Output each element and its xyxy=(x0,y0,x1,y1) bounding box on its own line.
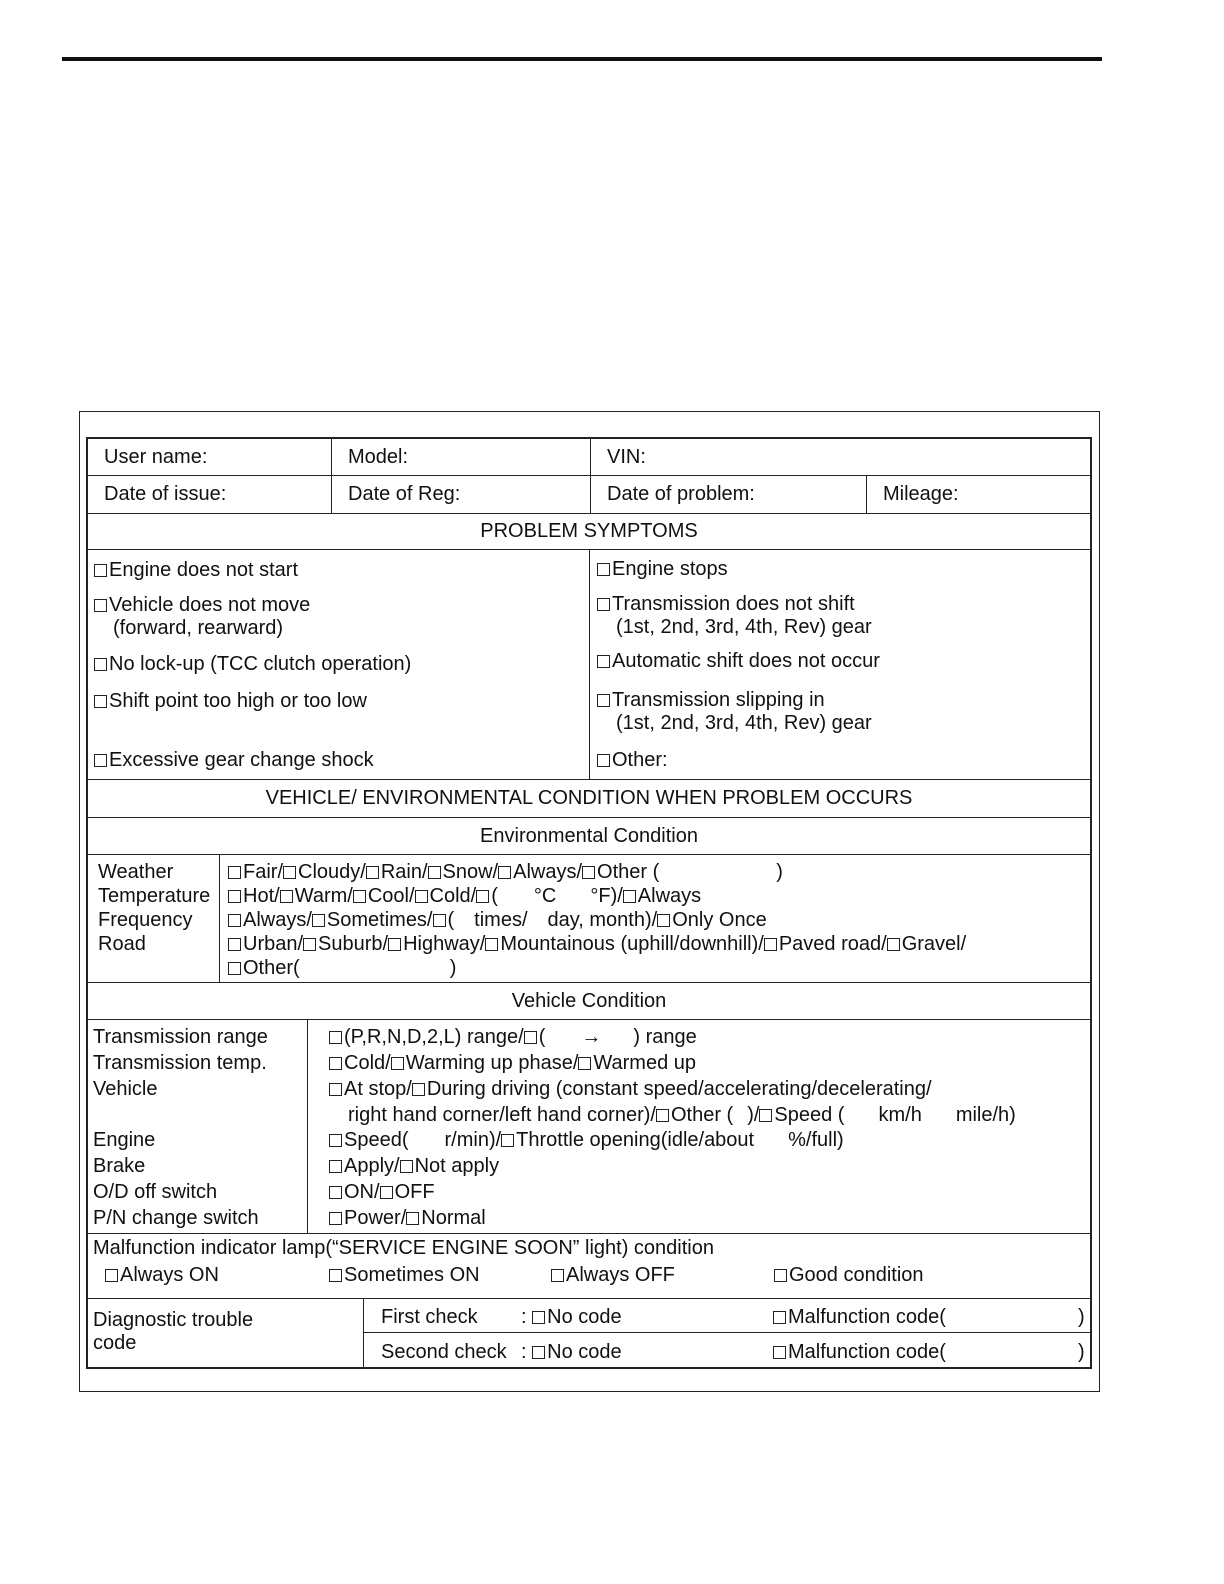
checkbox[interactable] xyxy=(551,1269,564,1282)
environmental-condition-title: Environmental Condition xyxy=(480,824,698,847)
checkbox[interactable] xyxy=(501,1134,514,1147)
checkbox[interactable] xyxy=(532,1346,545,1359)
mil-sometimes-on[interactable]: Sometimes ON xyxy=(329,1263,480,1287)
checkbox[interactable] xyxy=(388,938,401,951)
environmental-condition-header xyxy=(88,818,1090,855)
second-check-no-code[interactable]: : No code xyxy=(521,1341,622,1363)
checkbox[interactable] xyxy=(582,866,595,879)
checkbox[interactable] xyxy=(597,694,610,707)
questionnaire-form xyxy=(86,437,1092,1369)
vehicle-env-header xyxy=(88,780,1090,818)
checkbox[interactable] xyxy=(94,599,107,612)
symptom-trans-slipping[interactable]: Transmission slipping in xyxy=(597,688,825,712)
trans-range-label: Transmission range xyxy=(93,1026,268,1048)
checkbox[interactable] xyxy=(428,866,441,879)
symptom-auto-shift[interactable]: Automatic shift does not occur xyxy=(597,649,880,673)
checkbox[interactable] xyxy=(280,890,293,903)
checkbox[interactable] xyxy=(329,1031,342,1044)
pn-options[interactable]: Power/ Normal xyxy=(329,1206,486,1230)
date-of-problem-field[interactable] xyxy=(590,476,866,513)
second-check-label: Second check xyxy=(381,1341,507,1363)
mileage-field[interactable] xyxy=(866,476,1090,513)
mil-always-off[interactable]: Always OFF xyxy=(551,1263,675,1287)
checkbox[interactable] xyxy=(657,914,670,927)
header-rule xyxy=(62,57,1102,61)
date-of-problem-label: Date of problem: xyxy=(607,483,755,505)
checkbox[interactable] xyxy=(228,914,241,927)
checkbox[interactable] xyxy=(94,564,107,577)
checkbox[interactable] xyxy=(764,938,777,951)
temperature-label: Temperature xyxy=(98,885,211,907)
header-row-2 xyxy=(88,476,1090,514)
brake-label: Brake xyxy=(93,1155,146,1177)
first-check-label: First check xyxy=(381,1306,478,1328)
od-off-label: O/D off switch xyxy=(93,1181,218,1203)
od-options[interactable]: ON/ OFF xyxy=(329,1180,435,1204)
dtc-label-2: code xyxy=(93,1332,137,1354)
checkbox[interactable] xyxy=(105,1269,118,1282)
checkbox[interactable] xyxy=(94,754,107,767)
second-check-close: ) xyxy=(1078,1341,1085,1363)
vin-field[interactable] xyxy=(590,439,1090,475)
checkbox[interactable] xyxy=(366,866,379,879)
pn-switch-label: P/N change switch xyxy=(93,1207,259,1229)
symptom-trans-not-shift-detail: (1st, 2nd, 3rd, 4th, Rev) gear xyxy=(616,616,872,638)
checkbox[interactable] xyxy=(597,598,610,611)
checkbox[interactable] xyxy=(433,914,446,927)
mil-always-on[interactable]: Always ON xyxy=(105,1263,219,1287)
checkbox[interactable] xyxy=(228,962,241,975)
checkbox[interactable] xyxy=(228,866,241,879)
vehicle-options-1[interactable]: At stop/ During driving (constant speed/accelerating/decelerating/ xyxy=(329,1077,932,1101)
checkbox[interactable] xyxy=(391,1057,404,1070)
trans-temp-options[interactable]: Cold/ Warming up phase/ Warmed up xyxy=(329,1051,696,1075)
checkbox[interactable] xyxy=(283,866,296,879)
checkbox[interactable] xyxy=(415,890,428,903)
symptom-other[interactable]: Other: xyxy=(597,748,668,772)
weather-options[interactable]: Fair/ Cloudy/ Rain/ Snow/ Always/ Other ( ) xyxy=(228,860,783,884)
checkbox[interactable] xyxy=(329,1134,342,1147)
checkbox[interactable] xyxy=(773,1311,786,1324)
symptom-engine-not-start[interactable]: Engine does not start xyxy=(94,558,298,582)
symptom-trans-slipping-detail: (1st, 2nd, 3rd, 4th, Rev) gear xyxy=(616,712,872,734)
frequency-label: Frequency xyxy=(98,909,193,931)
checkbox[interactable] xyxy=(759,1109,772,1122)
vehicle-condition-title: Vehicle Condition xyxy=(511,989,667,1012)
date-of-reg-field[interactable] xyxy=(331,476,590,513)
vin-label: VIN: xyxy=(607,445,646,468)
checkbox[interactable] xyxy=(329,1083,342,1096)
date-of-reg-label: Date of Reg: xyxy=(348,483,461,505)
symptom-engine-stops[interactable]: Engine stops xyxy=(597,557,728,581)
environmental-section xyxy=(88,855,1090,983)
checkbox[interactable] xyxy=(329,1186,342,1199)
dtc-section xyxy=(88,1299,1090,1367)
temperature-options[interactable]: Hot/ Warm/ Cool/ Cold/ ( °C °F)/ Always xyxy=(228,884,701,908)
problem-symptoms-header xyxy=(88,514,1090,550)
checkbox[interactable] xyxy=(329,1057,342,1070)
checkbox[interactable] xyxy=(303,938,316,951)
trans-temp-label: Transmission temp. xyxy=(93,1052,267,1074)
dtc-label: Diagnostic trouble xyxy=(93,1309,254,1331)
checkbox[interactable] xyxy=(498,866,511,879)
mileage-label: Mileage: xyxy=(883,483,959,505)
symptom-shift-point[interactable]: Shift point too high or too low xyxy=(94,689,367,713)
first-check-no-code[interactable]: : No code xyxy=(521,1306,622,1328)
checkbox[interactable] xyxy=(485,938,498,951)
checkbox[interactable] xyxy=(353,890,366,903)
checkbox[interactable] xyxy=(656,1109,669,1122)
vehicle-env-title: VEHICLE/ ENVIRONMENTAL CONDITION WHEN PROBLEM OCCURS xyxy=(265,787,913,809)
checkbox[interactable] xyxy=(329,1212,342,1225)
checkbox[interactable] xyxy=(623,890,636,903)
model-field[interactable] xyxy=(331,439,590,475)
road-options[interactable]: Urban/ Suburb/ Highway/ Mountainous (uphill/downhill)/ Paved road/ Gravel/ xyxy=(228,932,966,956)
vehicle-options-2[interactable]: right hand corner/left hand corner)/ Other ( )/ Speed ( km/h mile/h) xyxy=(348,1104,1016,1126)
checkbox[interactable] xyxy=(400,1160,413,1173)
engine-label: Engine xyxy=(93,1129,156,1151)
header-row-1 xyxy=(88,439,1090,476)
mil-good-condition[interactable]: Good condition xyxy=(774,1263,924,1287)
model-label: Model: xyxy=(348,445,409,468)
checkbox[interactable] xyxy=(597,754,610,767)
checkbox[interactable] xyxy=(532,1311,545,1324)
trans-range-options[interactable]: (P,R,N,D,2,L) range/ ( → ) range xyxy=(329,1025,697,1049)
checkbox[interactable] xyxy=(597,563,610,576)
checkbox[interactable] xyxy=(228,890,241,903)
checkbox[interactable] xyxy=(476,890,489,903)
arrow-icon: → xyxy=(581,1026,602,1048)
checkbox[interactable] xyxy=(329,1269,342,1282)
first-check-malfunction[interactable]: Malfunction code( xyxy=(773,1305,946,1329)
symptoms-section xyxy=(88,550,1090,780)
weather-label: Weather xyxy=(98,861,174,883)
symptom-no-lockup[interactable]: No lock-up (TCC clutch operation) xyxy=(94,652,411,676)
checkbox[interactable] xyxy=(94,695,107,708)
vehicle-section xyxy=(88,1020,1090,1234)
symptom-trans-not-shift[interactable]: Transmission does not shift xyxy=(597,592,855,616)
road-label: Road xyxy=(98,933,146,955)
checkbox[interactable] xyxy=(578,1057,591,1070)
symptom-vehicle-not-move-detail: (forward, rearward) xyxy=(113,617,284,639)
frequency-options[interactable]: Always/ Sometimes/ ( times/ day, month)/ Only Once xyxy=(228,908,767,932)
checkbox[interactable] xyxy=(406,1212,419,1225)
checkbox[interactable] xyxy=(94,658,107,671)
user-name-label: User name: xyxy=(104,445,208,468)
user-name-field[interactable] xyxy=(88,439,331,475)
vehicle-condition-header xyxy=(88,983,1090,1020)
road-other[interactable]: Other( ) xyxy=(228,956,456,980)
date-of-issue-field[interactable] xyxy=(88,476,331,513)
brake-options[interactable]: Apply/ Not apply xyxy=(329,1154,499,1178)
checkbox[interactable] xyxy=(774,1269,787,1282)
checkbox[interactable] xyxy=(524,1031,537,1044)
vehicle-label: Vehicle xyxy=(93,1078,158,1100)
symptom-vehicle-not-move[interactable]: Vehicle does not move xyxy=(94,593,310,617)
checkbox[interactable] xyxy=(312,914,325,927)
checkbox[interactable] xyxy=(329,1160,342,1173)
engine-options[interactable]: Speed( r/min)/ Throttle opening(idle/about %/full) xyxy=(329,1128,844,1152)
checkbox[interactable] xyxy=(380,1186,393,1199)
checkbox[interactable] xyxy=(597,655,610,668)
date-of-issue-label: Date of issue: xyxy=(104,483,227,505)
mil-section xyxy=(88,1234,1090,1299)
checkbox[interactable] xyxy=(887,938,900,951)
second-check-malfunction[interactable]: Malfunction code( xyxy=(773,1340,946,1364)
checkbox[interactable] xyxy=(412,1083,425,1096)
symptom-gear-shock[interactable]: Excessive gear change shock xyxy=(94,748,374,772)
checkbox[interactable] xyxy=(228,938,241,951)
checkbox[interactable] xyxy=(773,1346,786,1359)
first-check-close: ) xyxy=(1078,1306,1085,1328)
mil-label: Malfunction indicator lamp(“SERVICE ENGINE SOON” light) condition xyxy=(93,1237,714,1259)
problem-symptoms-title: PROBLEM SYMPTOMS xyxy=(480,520,698,542)
